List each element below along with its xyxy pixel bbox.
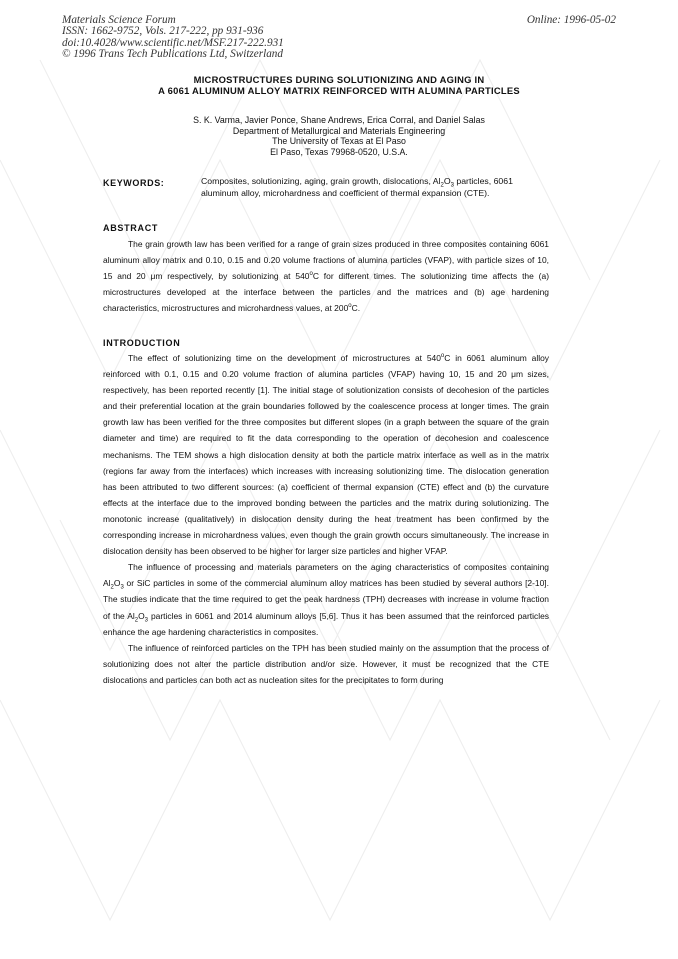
intro-p2-text-e: particles in 6061 and 2014 aluminum alloys [5,6]. Thus it has been assumed that the reinforced particles enhance the age hardening characteristics in composites.	[103, 610, 549, 637]
author-names: S. K. Varma, Javier Ponce, Shane Andrews, Erica Corral, and Daniel Salas	[193, 115, 485, 125]
introduction-heading: INTRODUCTION	[103, 338, 181, 348]
intro-p2-sub-1: 2	[110, 585, 114, 591]
intro-paragraph-3: The influence of reinforced particles on the TPH has been studied mainly on the assumption that the process of solutionizing does not alter the particle distribution and/or size. However, it must be recognized that the CTE dislocations and particles can both act as nucleation sites for the precipitates to form during	[103, 642, 549, 685]
abstract-text-b: C for different times. The solutionizing time affects the (a) microstructures developed at the interface between the particles and the matrices and (b) age hardening characteristics, microstructures and microhardness values, at 200	[103, 271, 549, 314]
keywords-text	[201, 176, 531, 199]
title-line-1: MICROSTRUCTURES DURING SOLUTIONIZING AND AGING IN	[193, 74, 485, 85]
keywords-text-2: O	[443, 176, 451, 186]
keywords-text-1: Composites, solutionizing, aging, grain growth, dislocations, Al	[201, 176, 441, 186]
keywords-label: KEYWORDS:	[103, 178, 165, 188]
intro-p2-text-d: O	[138, 610, 145, 621]
author-department: Department of Metallurgical and Materials Engineering	[232, 125, 446, 136]
keywords-text-3: particles, 6061 aluminum alloy, microhardness and coefficient of thermal expansion (CTE).	[201, 176, 513, 198]
intro-p2-sub-3: 2	[134, 617, 139, 624]
abstract-body	[103, 236, 549, 316]
abstract-degree-1: o	[309, 271, 313, 278]
author-university: The University of Texas at El Paso	[272, 136, 406, 147]
intro-p2-text-c: or SiC particles in some of the commercial aluminum alloy matrices has been studied by several authors [2-10]. The studies indicate that the time required to get the peak hardness (TPH) decreases with increase in volume fraction of the Al	[103, 578, 549, 621]
abstract-paragraph	[103, 236, 549, 316]
copyright-line: © 1996 Trans Tech Publications Ltd, Switzerland	[62, 48, 283, 61]
keywords-sub-1: 2	[440, 182, 444, 189]
abstract-degree-2: o	[348, 303, 352, 310]
author-block	[60, 115, 618, 157]
intro-p1-degree: o	[440, 353, 445, 360]
intro-p1-text-b: C in 6061 aluminum alloy reinforced with 0.1, 0.15 and 0.20 volume fraction of alumina particles (VFAP) having 10, 15 and 20 μm sizes, respectively, has been reported recently [1]. The initial stage of solutionization consists of decohesion of the particles and their preferential location at the grain boundaries followed by the coalescence process at longer times. The grain growth law has been verified for the three composites but different slopes (in a graph between the square of the grain diameter and time) are required to fit the data corresponding to the operation of decohesion and coalescence mechanisms. The TEM shows a high dislocation density at both the particle matrix interface as well as in the matrix (regions far away from the interfaces) which increases with increasing solutionizing time. The dislocation generation has been attributed to two different sources: (a) coefficient of thermal expansion (CTE) effect and (b) the curvature effects at the interface due to the improved bonding between the particles and the matrix during solutionizing. The monotonic increase (qualitatively) in dislocation density during the heat treatment has been confirmed by the corresponding increase in microhardness values, even though the grain growth occurs simultaneously. The increase in dislocation density has been observed to be higher for larger size particles and higher VFAP.	[103, 353, 549, 557]
online-date: Online: 1996-05-02	[526, 14, 616, 26]
intro-p2-sub-2: 3	[120, 585, 124, 591]
abstract-text-a: The grain growth law has been verified for a range of grain sizes produced in three composites containing 6061 aluminum alloy matrix and 0.10, 0.15 and 0.20 volume fractions of alumina particles (VFAP), with particle sizes of 10, 15 and 20 μm respectively, by solutionizing at 540	[103, 239, 549, 282]
journal-header	[62, 15, 284, 61]
intro-p2-text-a: The influence of processing and materials parameters on the aging characteristics of composites containing Al	[103, 562, 549, 589]
journal-name: Materials Science Forum	[62, 14, 176, 26]
abstract-heading: ABSTRACT	[103, 223, 159, 233]
intro-paragraph-1	[103, 350, 549, 559]
title-line-2: A 6061 ALUMINUM ALLOY MATRIX REINFORCED WITH ALUMINA PARTICLES	[158, 85, 520, 96]
intro-p2-text-b: O	[113, 578, 121, 589]
introduction-body	[103, 350, 549, 688]
intro-p2-sub-4: 3	[144, 617, 148, 624]
issn-line: ISSN: 1662-9752, Vols. 217-222, pp 931-936	[62, 25, 264, 38]
intro-p1-text-a: The effect of solutionizing time on the development of microstructures at 540	[128, 353, 441, 363]
author-address: El Paso, Texas 79968-0520, U.S.A.	[270, 146, 408, 157]
doi-link[interactable]: doi:10.4028/www.scientific.net/MSF.217-222.931	[62, 36, 284, 49]
intro-paragraph-2	[103, 559, 549, 639]
keywords-sub-2: 3	[450, 182, 454, 189]
paper-title	[60, 74, 618, 96]
abstract-text-c: C.	[351, 303, 361, 314]
